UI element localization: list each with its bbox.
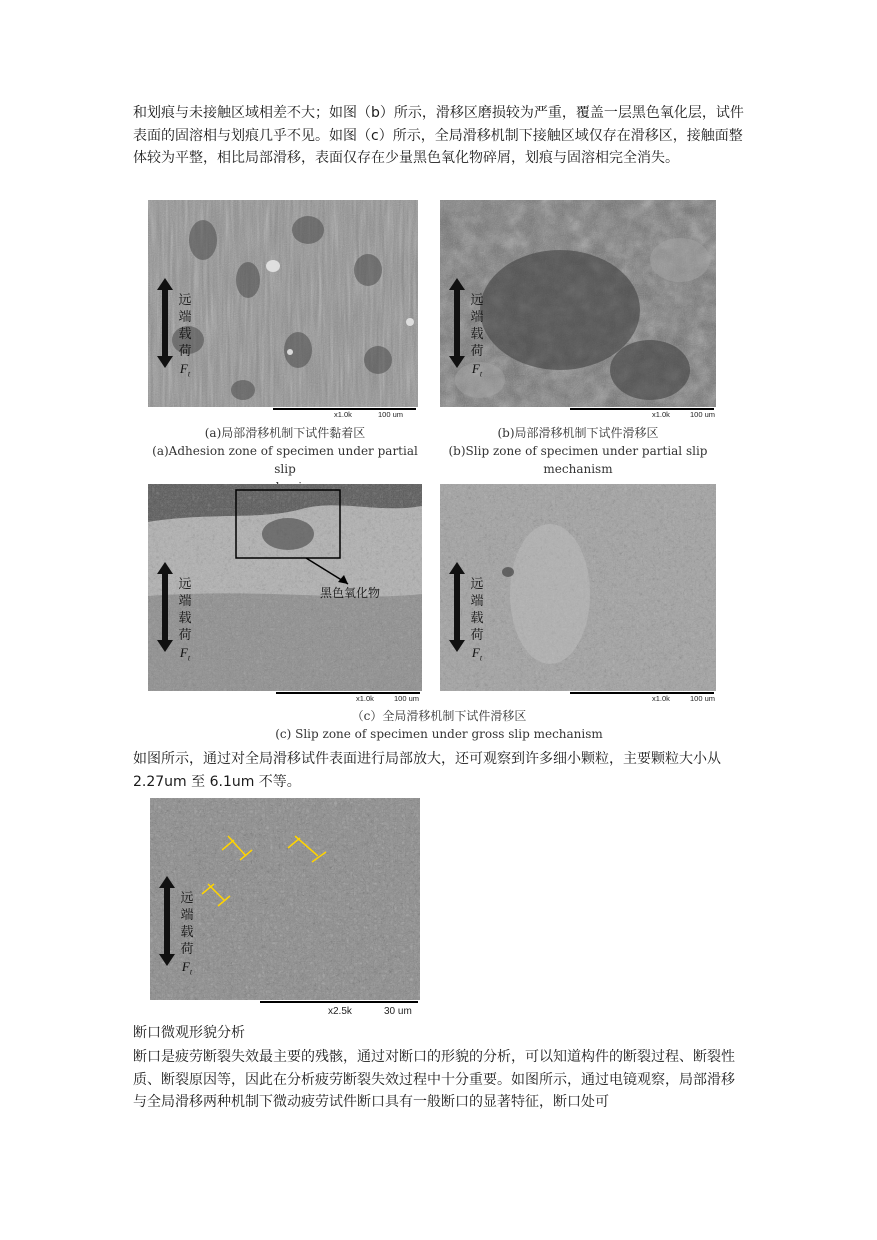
fracture-paragraph: 断口是疲劳断裂失效最主要的残骸，通过对断口的形貌的分析，可以知道构件的断裂过程、断裂性质、断裂原因等，因此在分析疲劳断裂失效过程中十分重要。如图所示，通过电镜观察，局部滑移与全局滑移两种机制下微动疲劳试件断口具有一般断口的显著特征，断口处可 [133,1049,735,1110]
caption-cn: （c）全局滑移机制下试件滑移区 [351,709,527,723]
scale-bar [148,691,422,705]
double-arrow-icon [155,562,175,652]
load-symbol: F [471,361,480,376]
scale-label: 100 um [690,694,716,703]
double-arrow-icon [447,278,467,368]
scale-bar [440,407,716,421]
load-label: 远端载荷 [178,577,192,643]
load-arrow-label [151,562,193,663]
caption-en-line2: mechanism [543,462,613,476]
load-subscript: t [189,967,193,977]
intro-paragraph: 和划痕与未接触区域相差不大；如图（b）所示，滑移区磨损较为严重，覆盖一层黑色氧化层，试件表面的固溶相与划痕几乎不见。如图（c）所示，全局滑移机制下接触区域仅存在滑移区，接触面整体较为平整，相比局部滑移，表面仅存在少量黑色氧化物碎屑，划痕与固溶相完全消失。 [133,105,744,166]
load-symbol: F [179,645,188,660]
scale-bar [150,1000,420,1020]
load-arrow-label [443,562,485,663]
scale-bar [440,691,716,705]
load-label: 远端载荷 [470,577,484,643]
double-arrow-icon [447,562,467,652]
figure-b-caption [436,424,720,478]
load-label: 远端载荷 [470,293,484,359]
sem-image-gross-slip-zone [440,484,716,705]
caption-en-line1: (b)Slip zone of specimen under partial slip [448,444,708,458]
particle-paragraph: 如图所示，通过对全局滑移试件表面进行局部放大，还可观察到许多细小颗粒，主要颗粒大小从 2.27um 至 6.1um 不等。 [133,751,721,790]
section-heading: 断口微观形貌分析 [133,1025,245,1041]
load-arrow-label [153,876,195,977]
caption-cn: (b)局部滑移机制下试件滑移区 [497,426,659,440]
sem-image-adhesion-zone [148,200,418,421]
caption-en: (c) Slip zone of specimen under gross slip mechanism [275,727,603,741]
scale-label: 100 um [690,410,716,419]
scale-label: 100 um [394,694,420,703]
load-subscript: t [187,653,191,663]
magnification-label: x1.0k [334,410,352,419]
oxide-annotation: 黑色氧化物 [320,586,381,600]
double-arrow-icon [155,278,175,368]
load-arrow-label [443,278,485,379]
magnification-label: x1.0k [356,694,374,703]
load-subscript: t [187,369,191,379]
load-symbol: F [179,361,188,376]
magnification-label: x1.0k [652,410,670,419]
double-arrow-icon [157,876,177,966]
figure-c-caption [133,707,745,743]
scale-bar [148,407,418,421]
load-symbol: F [471,645,480,660]
sem-image-slip-zone-partial [440,200,716,421]
caption-en-line1: (a)Adhesion zone of specimen under partial slip [152,444,418,476]
load-label: 远端载荷 [178,293,192,359]
load-arrow-label [151,278,193,379]
load-subscript: t [479,653,483,663]
caption-cn: (a)局部滑移机制下试件黏着区 [204,426,366,440]
load-subscript: t [479,369,483,379]
scale-label: 100 um [378,410,404,419]
magnification-label: x2.5k [328,1006,352,1017]
sem-image-particles [150,798,420,1020]
magnification-label: x1.0k [652,694,670,703]
load-symbol: F [181,959,190,974]
sem-image-gross-slip-oxide [148,484,422,705]
scale-label: 30 um [384,1006,412,1017]
load-label: 远端载荷 [180,891,194,957]
